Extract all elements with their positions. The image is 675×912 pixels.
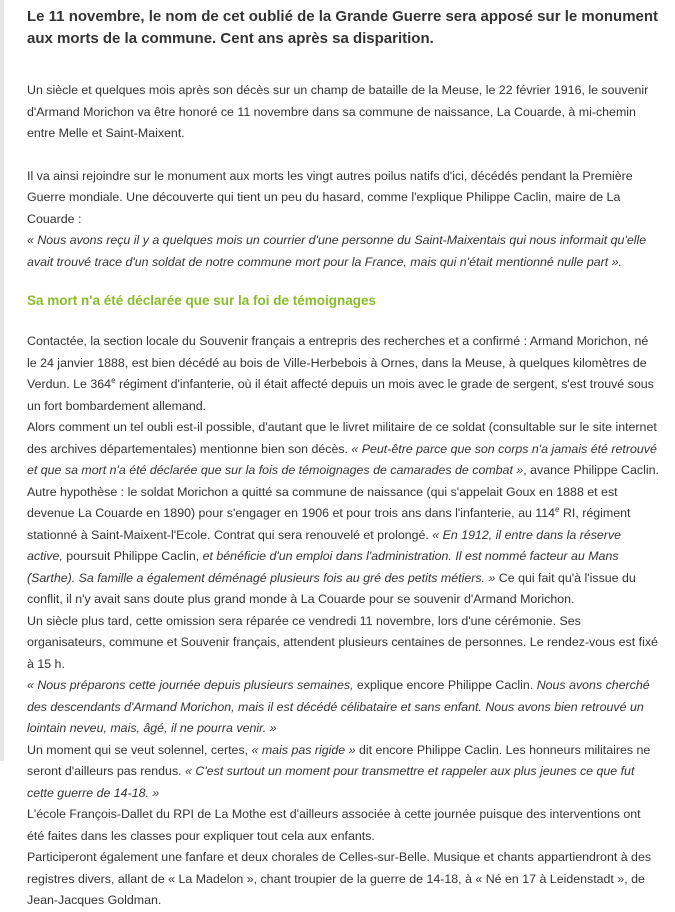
quote: et bénéficie d'un emploi dans l'administration. Il est nommé facteur au Mans (Sarthe). Sa famille a également déménagé plusieurs fois au gré des petits métiers. » <box>27 549 619 585</box>
text: régiment d'infanterie, où il était affecté depuis un mois avec le grade de sergent, s'est trouvé sous un fort bombardement allemand. <box>27 377 654 413</box>
section-body <box>27 331 659 912</box>
text: Autre hypothèse : le soldat Morichon a quitté sa commune de naissance (qui s'appelait Goux en 1888 et est devenue La Couarde en 1890) pour s'engager en 1906 et pour trois ans dans l'infanterie, au 114 <box>27 484 618 520</box>
text: , avance Philippe Caclin. <box>523 463 659 477</box>
section-paragraph-7: L'école François-Dallet du RPI de La Mothe est d'ailleurs associée à cette journée puisque des interventions ont été faites dans les classes pour expliquer tout cela aux enfants. <box>27 807 641 843</box>
section-paragraph-6 <box>27 740 659 805</box>
article-intro: Un siècle et quelques mois après son décès sur un champ de bataille de la Meuse, le 22 février 1916, le souvenir d'Armand Morichon va être honoré ce 11 novembre dans sa commune de naissance, La Couarde, à mi-chemin entre Melle et Saint-Maixent. <box>27 83 649 140</box>
section-paragraph-1 <box>27 331 659 417</box>
quote: « En 1912, il entre dans la réserve active, <box>27 527 622 563</box>
text: Alors comment un tel oubli est-il possible, d'autant que le livret militaire de ce soldat (consultable sur le site internet des archives départementales) mentionne bien son décès. <box>27 420 657 456</box>
text: explique encore Philippe Caclin. <box>353 678 537 692</box>
article-body <box>27 0 659 912</box>
quote: « C'est surtout un moment pour transmettre et rappeler aux plus jeunes ce que fut cette guerre de 14-18. » <box>27 764 635 800</box>
section-paragraph-5 <box>27 675 659 740</box>
text: Ce qui fait qu'à l'issue du conflit, il n'y avait sans doute plus grand monde à La Couarde pour se souvenir d'Armand Morichon. <box>27 570 636 606</box>
text: dit encore Philippe Caclin. Les honneurs militaires ne seront d'ailleurs pas rendus. <box>27 742 651 778</box>
section-paragraph-3 <box>27 482 659 611</box>
quote: « Peut-être parce que son corps n'a jamais été retrouvé et que sa mort n'a été déclarée que sur la fois de témoignages de camarades de combat » <box>27 441 657 477</box>
text: Contactée, la section locale du Souvenir français a entrepris des recherches et a confirmé : Armand Morichon, né le 24 janvier 1888, est bien décédé au bois de Ville-Herbebois à Ornes, dans la Meuse, à quelques kilomètres de Verdun. Le 364 <box>27 334 649 391</box>
section-paragraph-8: Participeront également une fanfare et deux chorales de Celles-sur-Belle. Musique et chants appartiendront à des registres divers, allant de « La Madelon », chant troupier de la guerre de 14-18, à « Né en 17 à Leidenstadt », de Jean-Jacques Goldman. <box>27 850 652 907</box>
text: poursuit Philippe Caclin, <box>62 549 203 563</box>
section-paragraph-4: Un siècle plus tard, cette omission sera réparée ce vendredi 11 novembre, lors d'une cérémonie. Ses organisateurs, commune et Souvenir français, attendent plusieurs centaines de personnes. Le rendez-vous est fixé à 15 h. <box>27 613 658 671</box>
text: Un moment qui se veut solennel, certes, <box>27 742 252 757</box>
quote: Nous avons cherché des descendants d'Armand Morichon, mais il est décédé célibataire et sans enfant. Nous avons bien retrouvé un lointain neveu, mais, âgé, il ne pourra venir. » <box>27 678 650 735</box>
paragraph-text: Il va ainsi rejoindre sur le monument aux morts les vingt autres poilus natifs d'ici, décédés pendant la Première Guerre mondiale. Une découverte qui tient un peu du hasard, comme l'explique Philippe Caclin, maire de La Couarde : <box>27 168 633 226</box>
quote: « Nous préparons cette journée depuis plusieurs semaines, <box>27 678 354 692</box>
mayor-quote: « Nous avons reçu il y a quelques mois un courrier d'une personne du Saint-Maixentais qui nous informait qu'elle avait trouvé trace d'un soldat de notre commune mort pour la France, mais qui n'était mentionné nulle part ». <box>27 233 647 269</box>
quote: « mais pas rigide » <box>251 742 356 757</box>
article-paragraph-2 <box>27 166 659 274</box>
section-paragraph-2 <box>27 417 659 482</box>
article-lead: Le 11 novembre, le nom de cet oublié de la Grande Guerre sera apposé sur le monument aux morts de la commune. Cent ans après sa disparition. <box>27 8 659 47</box>
superscript: e <box>111 375 116 385</box>
superscript: e <box>555 504 560 514</box>
section-subheading: Sa mort n'a été déclarée que sur la foi de témoignages <box>27 293 377 308</box>
text: RI, régiment stationné à Saint-Maixent-l'Ecole. Contrat qui sera renouvelé et prolongé. <box>27 506 631 542</box>
